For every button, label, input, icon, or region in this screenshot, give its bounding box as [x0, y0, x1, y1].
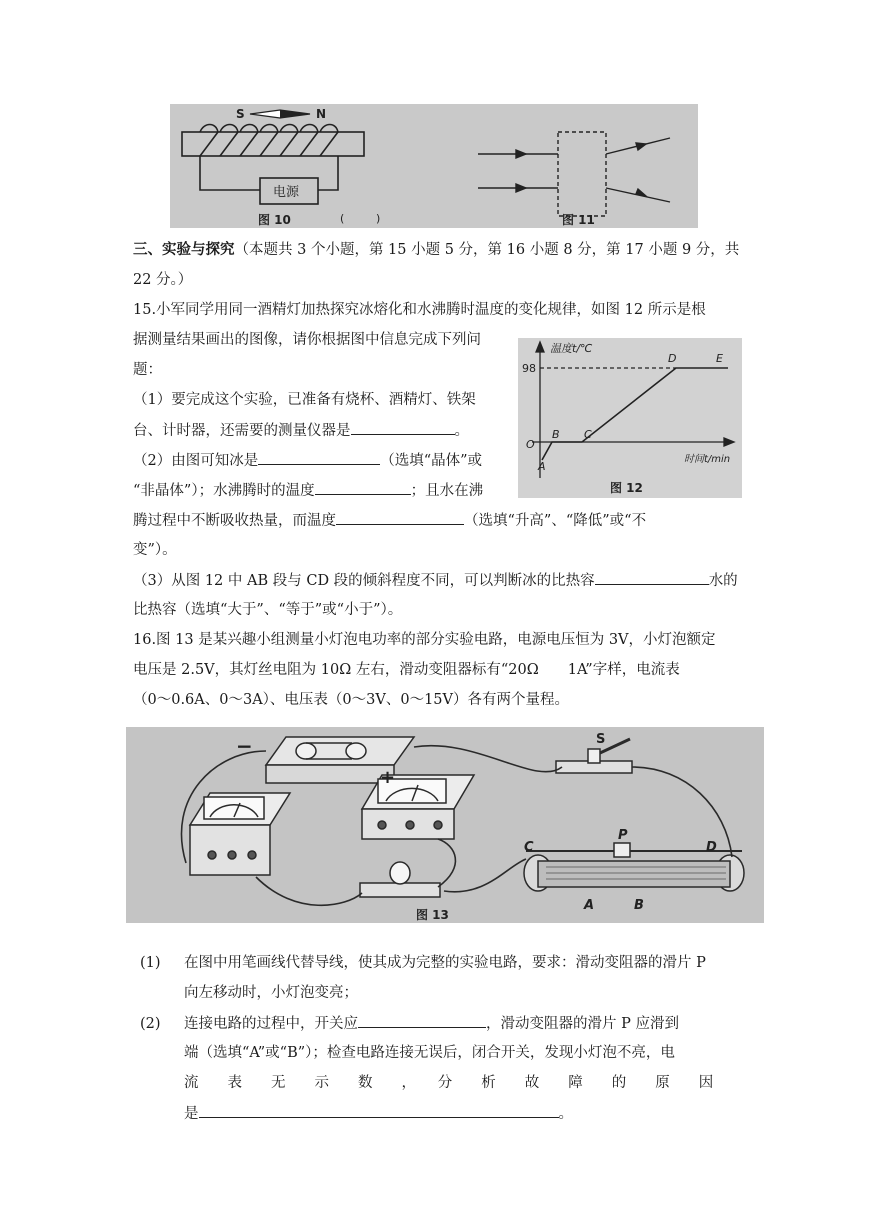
- pole-s-label: S: [236, 107, 245, 121]
- x-axis-label: 时间t/min: [684, 454, 731, 465]
- q16-line-3: （0～0.6A、0～3A）、电压表（0～3V、0～15V）各有两个量程。: [133, 692, 569, 708]
- answer-blank-crystal[interactable]: [258, 450, 380, 465]
- q16-line-2: 电压是 2.5V，其灯丝电阻为 10Ω 左右，滑动变阻器标有“20Ω 1A”字样，电流表: [133, 662, 680, 678]
- rheostat-d-label: D: [706, 840, 717, 855]
- power-source-label: 电源: [273, 185, 300, 200]
- q16-sub-2-d: 是 。: [184, 1103, 573, 1124]
- q15-part-2-c: 腾过程中不断吸收热量，而温度 （选填“升高”、“降低”或“不: [133, 510, 646, 531]
- rheostat-b-label: B: [634, 898, 644, 913]
- q15-part-2-a: （2）由图可知冰是 （选填“晶体”或: [133, 450, 482, 471]
- figure-10-11: [170, 104, 698, 228]
- q16-sub-1-a: (1) 在图中用笔画线代替导线，使其成为完整的实验电路，要求：滑动变阻器的滑片 P: [140, 955, 706, 971]
- point-e-label: E: [716, 352, 723, 365]
- temperature-98-label: 98: [522, 362, 536, 375]
- figure-12-caption: 图 12: [610, 481, 643, 495]
- section-3-note-1: （本题共 3 个小题，第 15 小题 5 分，第 16 小题 8 分，第 17 小题 9 分，共: [234, 242, 740, 258]
- origin-label: O: [526, 438, 535, 451]
- point-b-label: B: [552, 428, 560, 441]
- compass-needle: [250, 110, 310, 118]
- q16-line-1: 16.图 13 是某兴趣小组测量小灯泡电功率的部分实验电路，电源电压恒为 3V，小灯泡额定: [133, 632, 716, 648]
- answer-blank-instrument[interactable]: [351, 420, 455, 435]
- rheostat-p-label: P: [618, 828, 628, 843]
- blank-paren-open: (: [340, 212, 345, 225]
- figure-12: [518, 338, 742, 498]
- pole-n-label: N: [316, 107, 327, 121]
- figure-11-caption: 图 11: [562, 213, 595, 227]
- section-3-heading: 三、实验与探究: [133, 241, 235, 258]
- switch: [556, 739, 632, 773]
- figure-10-caption: 图 10: [258, 213, 291, 227]
- q15-part-1-a: （1）要完成这个实验，已准备有烧杯、酒精灯、铁架: [133, 392, 476, 408]
- q15-part-2-d: 变”）。: [133, 542, 177, 558]
- q15-line-2: 据测量结果画出的图像，请你根据图中信息完成下列问: [133, 332, 481, 348]
- optics-diagram: [478, 132, 670, 216]
- voltmeter: [362, 775, 474, 839]
- answer-blank-boiling-temp[interactable]: [315, 480, 411, 495]
- point-c-label: C: [584, 428, 592, 441]
- answer-blank-fault-reason[interactable]: [199, 1103, 559, 1118]
- section-3-line-1: [133, 240, 739, 260]
- q15-part-2-b: “非晶体”）；水沸腾时的温度 ；且水在沸: [133, 480, 483, 501]
- point-a-label: A: [538, 460, 546, 473]
- q16-sub-2-a: (2) 连接电路的过程中，开关应 ，滑动变阻器的滑片 P 应滑到: [140, 1013, 679, 1034]
- battery-plus-label: +: [380, 767, 396, 788]
- answer-blank-specific-heat[interactable]: [595, 570, 709, 585]
- section-3-note-2: 22 分。）: [133, 272, 193, 288]
- q15-line-1: 15.小军同学用同一酒精灯加热探究冰熔化和水沸腾时温度的变化规律，如图 12 所示是根: [133, 302, 706, 318]
- q16-sub-2-b: 端（选填“A”或“B”）；检查电路连接无误后，闭合开关，发现小灯泡不亮，电: [184, 1045, 675, 1061]
- q15-part-3-b: 比热容（选填“大于”、“等于”或“小于”）。: [133, 602, 403, 618]
- answer-blank-switch-state[interactable]: [358, 1013, 486, 1028]
- blank-paren-close: ): [376, 212, 381, 225]
- y-axis-label: 温度t/℃: [550, 342, 593, 355]
- q16-sub-1-b: 向左移动时，小灯泡变亮；: [184, 985, 358, 1001]
- switch-s-label: S: [596, 732, 606, 747]
- ice-water-curve: [542, 368, 728, 460]
- battery-minus-label: −: [236, 734, 253, 758]
- q15-line-3: 题：: [133, 362, 162, 378]
- bulb: [360, 862, 440, 897]
- figure-13: [126, 727, 764, 923]
- point-d-label: D: [668, 352, 677, 365]
- q15-part-3-a: （3）从图 12 中 AB 段与 CD 段的倾斜程度不同，可以判断冰的比热容 水的: [133, 570, 738, 591]
- rheostat-a-label: A: [584, 898, 595, 913]
- ammeter: [190, 793, 290, 875]
- rheostat-c-label: C: [524, 840, 534, 855]
- answer-blank-temp-change[interactable]: [336, 510, 464, 525]
- figure-13-caption: 图 13: [416, 908, 449, 922]
- q16-sub-2-c: 流 表 无 示 数 ， 分 析 故 障 的 原 因: [184, 1075, 714, 1091]
- q15-part-1-b: 台、计时器，还需要的测量仪器是 。: [133, 420, 469, 441]
